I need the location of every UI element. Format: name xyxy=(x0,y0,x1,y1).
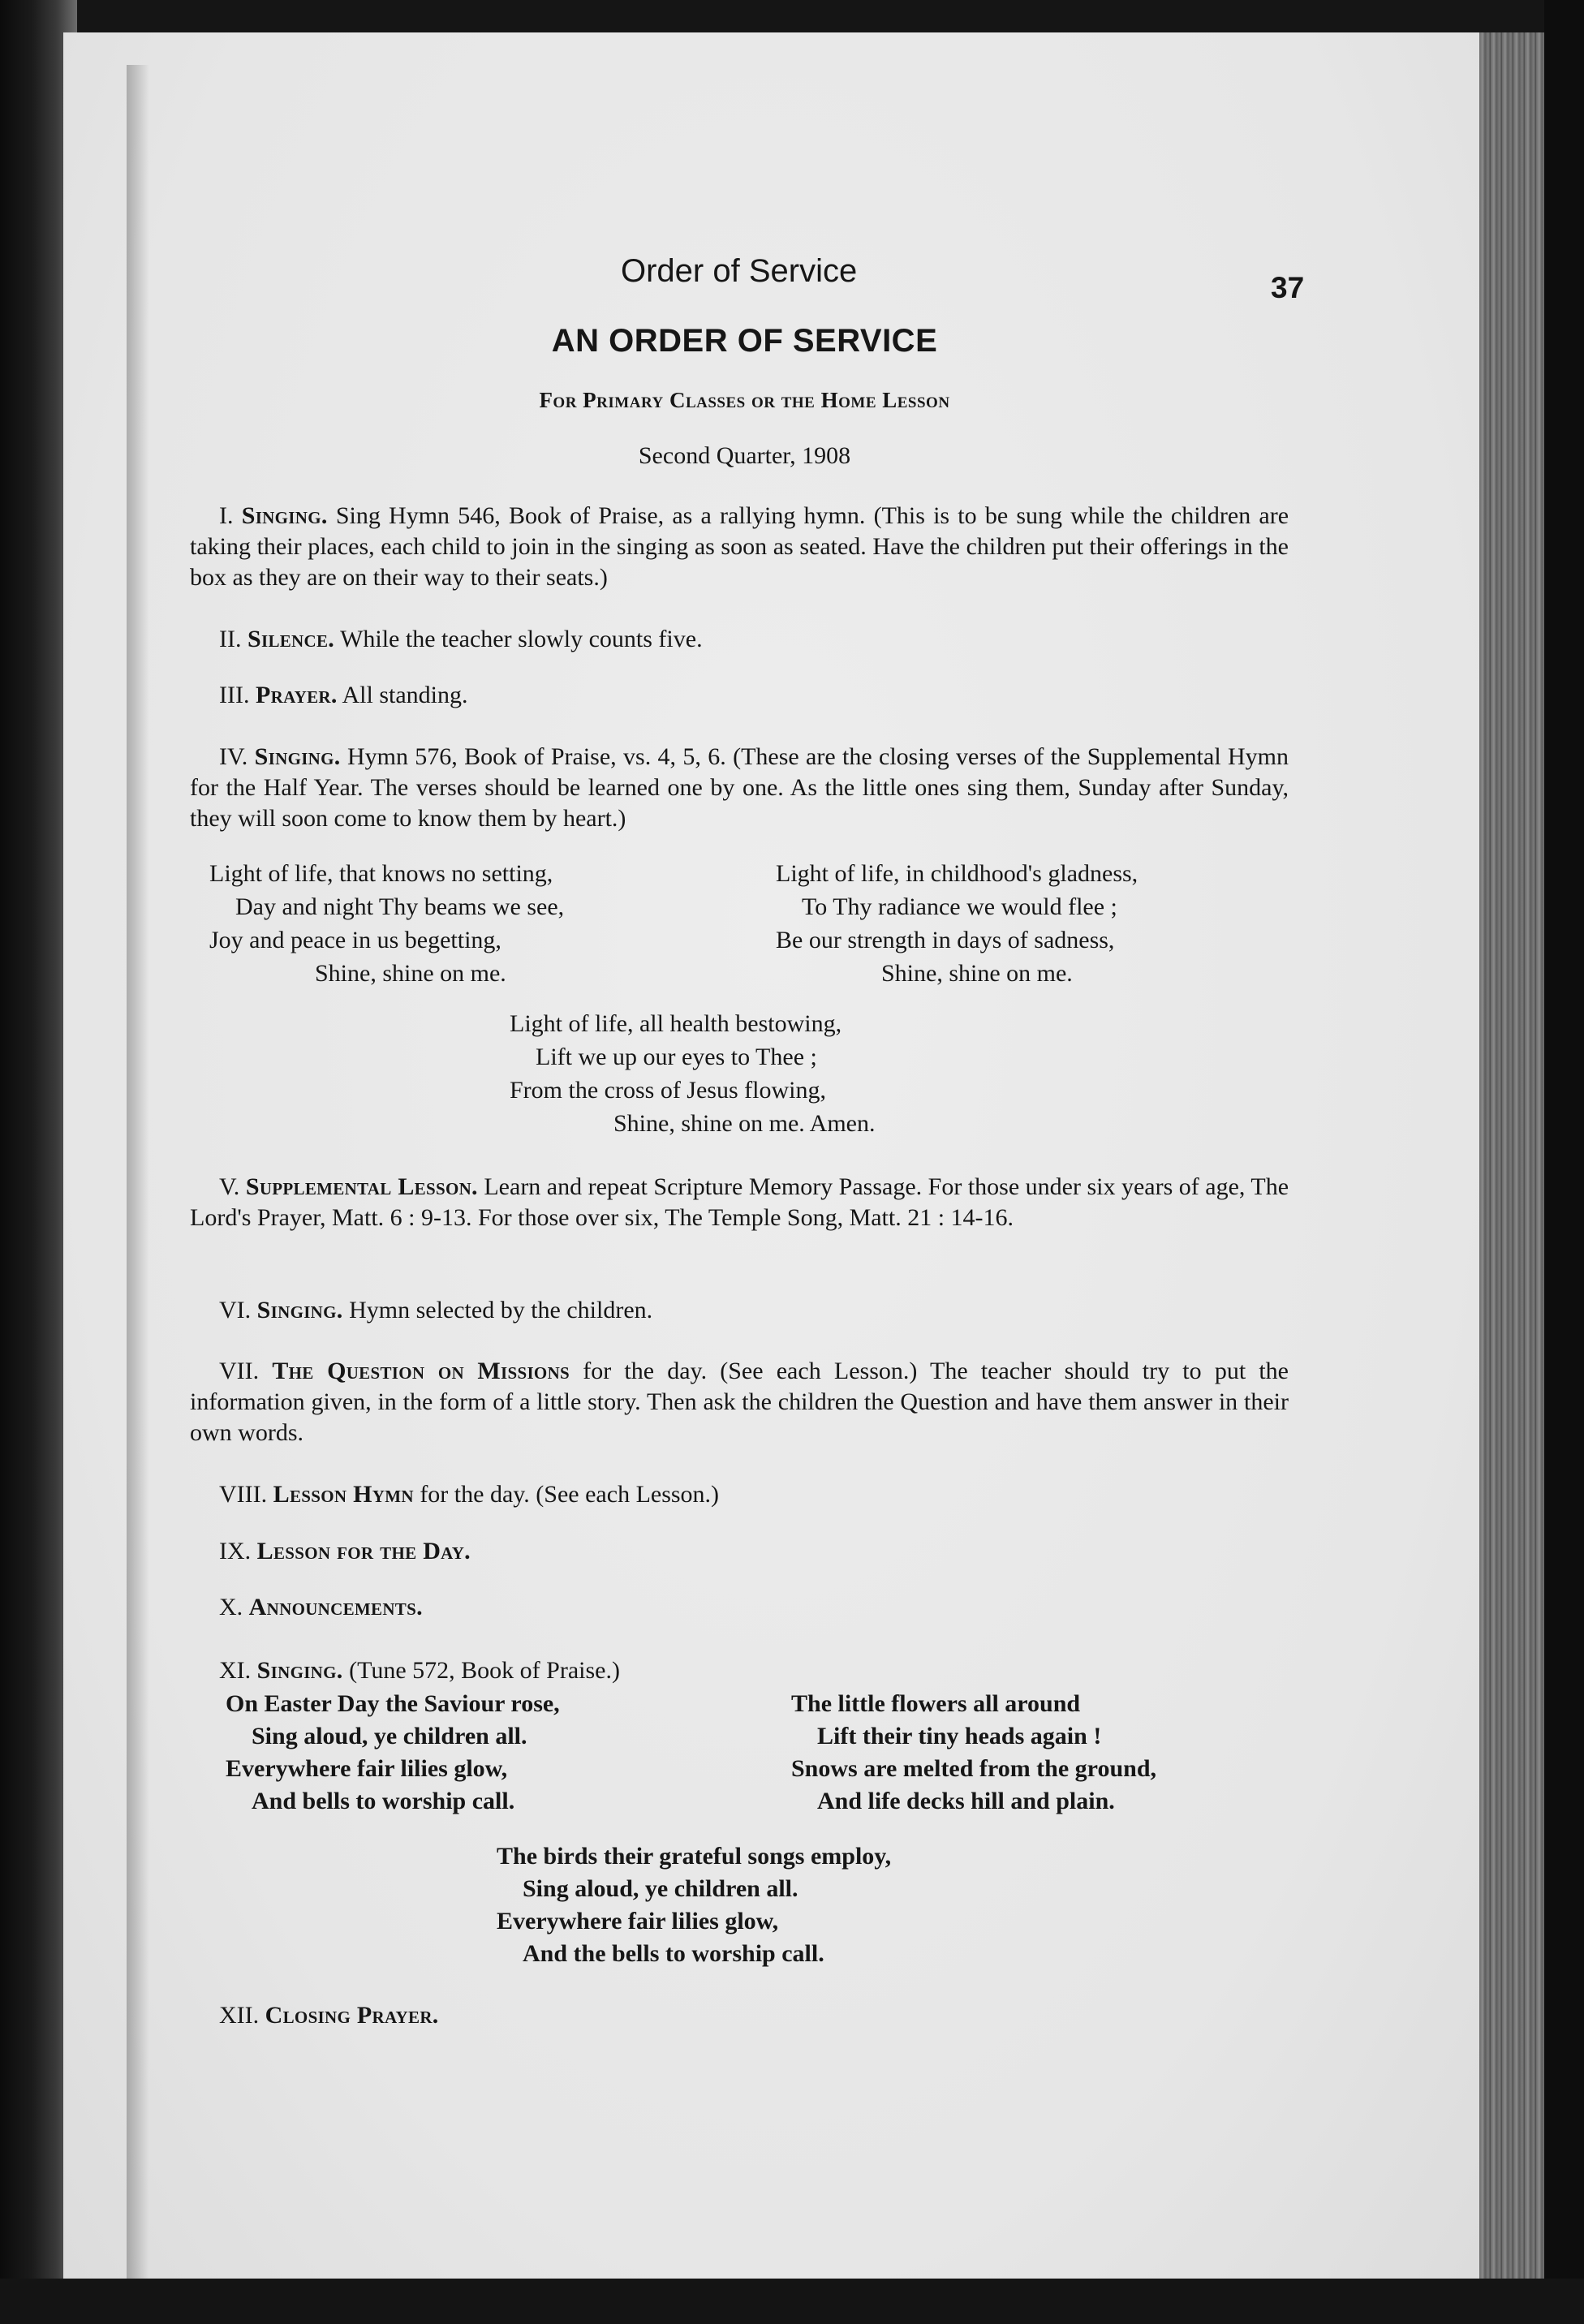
verse-line: Light of life, that knows no setting, xyxy=(209,860,553,887)
verse-line: Snows are melted from the ground, xyxy=(791,1755,1156,1782)
running-head: Order of Service xyxy=(621,253,858,289)
item-number: IV. xyxy=(219,743,248,770)
item-heading: Singing. xyxy=(256,1297,343,1323)
verse-line: To Thy radiance we would flee ; xyxy=(802,893,1117,920)
item-number: XI. xyxy=(219,1657,252,1684)
item-number: X. xyxy=(219,1594,243,1620)
verse-line: Sing aloud, ye children all. xyxy=(252,1723,527,1749)
hymn-xi-verse-1 xyxy=(226,1688,560,1818)
verse-line: Shine, shine on me. Amen. xyxy=(613,1110,876,1137)
item-text: All standing. xyxy=(342,682,468,708)
verse-line: Light of life, in childhood's gladness, xyxy=(776,860,1138,887)
verse-line: Sing aloud, ye children all. xyxy=(523,1875,798,1902)
verse-line: Light of life, all health bestowing, xyxy=(510,1010,842,1037)
item-heading: Lesson Hymn xyxy=(273,1481,414,1508)
item-9 xyxy=(219,1536,471,1567)
item-number: V. xyxy=(219,1173,240,1200)
item-number: III. xyxy=(219,682,250,708)
item-5 xyxy=(190,1172,1289,1233)
item-number: I. xyxy=(219,502,234,529)
item-6 xyxy=(219,1295,652,1326)
verse-line: Shine, shine on me. xyxy=(315,960,506,987)
verse-line: From the cross of Jesus flowing, xyxy=(510,1077,826,1104)
verse-line: The little flowers all around xyxy=(791,1690,1081,1717)
verse-line: And life decks hill and plain. xyxy=(817,1788,1115,1814)
item-11 xyxy=(219,1655,620,1686)
verse-line: Shine, shine on me. xyxy=(881,960,1073,987)
verse-line: Everywhere fair lilies glow, xyxy=(226,1755,508,1782)
item-number: VIII. xyxy=(219,1481,268,1508)
verse-line: Lift their tiny heads again ! xyxy=(817,1723,1102,1749)
item-heading: Closing Prayer. xyxy=(265,2002,439,2029)
item-heading: Singing. xyxy=(254,743,341,770)
verse-line: And the bells to worship call. xyxy=(523,1940,824,1967)
item-number: IX. xyxy=(219,1538,252,1564)
hymn-iv-verse-3 xyxy=(510,1007,875,1140)
item-2 xyxy=(219,624,703,655)
verse-line: Everywhere fair lilies glow, xyxy=(497,1908,779,1935)
item-number: VI. xyxy=(219,1297,252,1323)
item-text: (Tune 572, Book of Praise.) xyxy=(349,1657,620,1684)
item-heading: Silence. xyxy=(247,626,335,652)
item-text: Hymn 576, Book of Praise, vs. 4, 5, 6. (These are the closing verses of the Supplemental Hymn for the Half Year. The verses should be learned one by one. As the little ones sing them, Sunday after Sunday, they will soon come to know them by heart.) xyxy=(190,743,1289,832)
page-stack-edge xyxy=(1479,32,1544,2279)
verse-line: Day and night Thy beams we see, xyxy=(235,893,565,920)
item-text: Sing Hymn 546, Book of Praise, as a rallying hymn. (This is to be sung while the children are taking their places, each child to join in the singing as soon as seated. Have the children put their offerings in the box as they are on their way to their seats.) xyxy=(190,502,1289,591)
item-text: While the teacher slowly counts five. xyxy=(340,626,703,652)
item-1 xyxy=(190,501,1289,593)
verse-line: And bells to worship call. xyxy=(252,1788,515,1814)
verse-line: The birds their grateful songs employ, xyxy=(497,1843,892,1870)
item-10 xyxy=(219,1592,423,1623)
item-heading: Prayer. xyxy=(255,682,338,708)
item-number: II. xyxy=(219,626,242,652)
item-number: XII. xyxy=(219,2002,260,2029)
item-heading: The Question on Missions xyxy=(272,1358,570,1384)
item-heading: Lesson for the Day. xyxy=(256,1538,471,1564)
page-number: 37 xyxy=(1271,271,1305,304)
item-text: for the day. (See each Lesson.) xyxy=(420,1481,720,1508)
item-heading: Supplemental Lesson. xyxy=(245,1173,478,1200)
scan-border-right xyxy=(1544,0,1584,2324)
quarter-date: Second Quarter, 1908 xyxy=(638,442,851,469)
item-text: Hymn selected by the children. xyxy=(349,1297,653,1323)
verse-line: Lift we up our eyes to Thee ; xyxy=(536,1044,817,1070)
hymn-xi-verse-2 xyxy=(791,1688,1156,1818)
hymn-iv-verse-2 xyxy=(776,857,1138,990)
page-title: AN ORDER OF SERVICE xyxy=(551,323,938,359)
item-text: Learn and repeat Scripture Memory Passage. For those under six years of age, The Lord's Prayer, Matt. 6 : 9-13. For those over six, The Temple Song, Matt. 21 : 14-16. xyxy=(190,1173,1289,1231)
verse-line: On Easter Day the Saviour rose, xyxy=(226,1690,560,1717)
hymn-iv-verse-1 xyxy=(209,857,564,990)
item-4 xyxy=(190,742,1289,834)
item-7 xyxy=(190,1356,1289,1448)
verse-line: Joy and peace in us begetting, xyxy=(209,927,501,953)
item-heading: Singing. xyxy=(256,1657,343,1684)
item-text: for the day. (See each Lesson.) The teacher should try to put the information given, in the form of a little story. Then ask the children the Question and have them answer in their own words. xyxy=(190,1358,1289,1446)
item-number: VII. xyxy=(219,1358,260,1384)
verse-line: Be our strength in days of sadness, xyxy=(776,927,1115,953)
item-12 xyxy=(219,2000,439,2031)
item-heading: Singing. xyxy=(241,502,328,529)
page-subtitle: For Primary Classes or the Home Lesson xyxy=(539,388,950,412)
item-3 xyxy=(219,680,468,711)
item-heading: Announcements. xyxy=(248,1594,423,1620)
scan-border-bottom xyxy=(0,2279,1584,2324)
hymn-xi-verse-3 xyxy=(497,1840,891,1970)
item-8 xyxy=(219,1479,719,1510)
